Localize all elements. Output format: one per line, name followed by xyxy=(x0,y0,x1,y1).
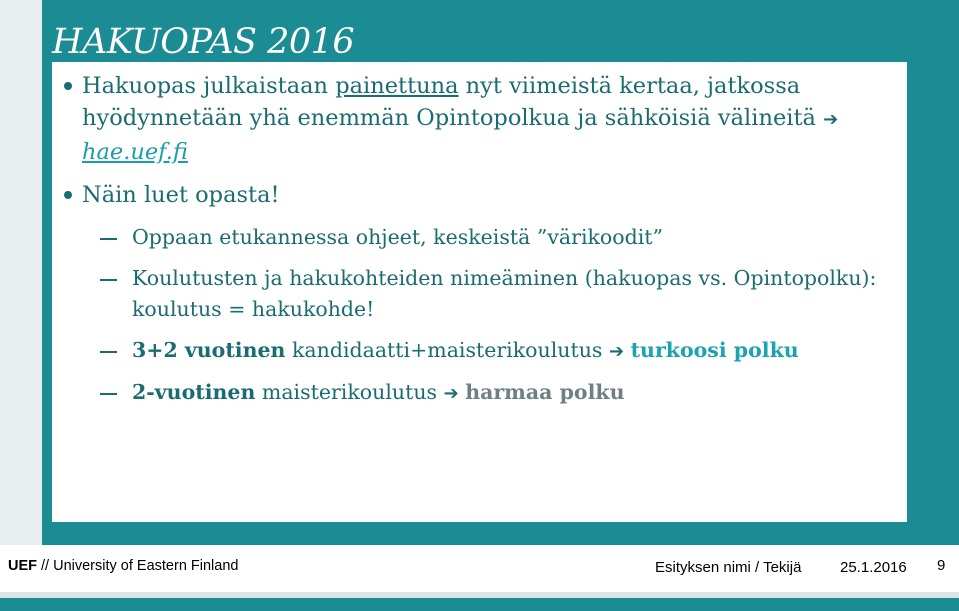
footer-org-name: // University of Eastern Finland xyxy=(37,558,239,574)
sub3-text: kandidaatti+maisterikoulutus xyxy=(285,338,609,362)
sub-bullet-3 xyxy=(64,335,899,367)
gray-path-label: harmaa polku xyxy=(465,380,625,404)
slide-title: HAKUOPAS 2016 xyxy=(52,22,355,62)
sub-bullet-1 xyxy=(64,222,899,253)
bullet-dot-icon xyxy=(64,191,72,199)
arrow-right-icon: ➔ xyxy=(823,109,839,130)
sub-bullet-2 xyxy=(64,263,899,325)
footer-date: 25.1.2016 xyxy=(840,559,907,576)
turquoise-path-label: turkoosi polku xyxy=(630,338,799,362)
bullet-list xyxy=(64,70,899,419)
sub1-text: Oppaan etukannessa ohjeet, keskeistä ”värikoodit” xyxy=(132,225,664,249)
bullet-item-1 xyxy=(64,70,899,168)
dash-icon xyxy=(100,238,117,240)
bottom-teal-bar xyxy=(0,598,959,611)
dash-icon xyxy=(100,279,117,281)
footer-presentation-name: Esityksen nimi / Tekijä xyxy=(655,559,802,576)
bullet2-text: Näin luet opasta! xyxy=(82,182,280,208)
arrow-right-icon: ➔ xyxy=(443,383,459,404)
bullet-item-2 xyxy=(64,179,899,211)
dash-icon xyxy=(100,393,117,395)
footer-page-number: 9 xyxy=(937,557,946,574)
sub-bullet-4 xyxy=(64,377,899,409)
bullet1-text-post: nyt viimeistä kertaa, jatkossa hyödynnetään yhä enemmän Opintopolkua ja sähköisiä välineitä xyxy=(82,73,824,131)
hae-uef-link[interactable]: hae.uef.fi xyxy=(82,139,188,165)
footer-org-abbrev: UEF xyxy=(8,558,37,574)
sub4-bold: 2-vuotinen xyxy=(132,380,256,404)
bullet1-text-pre: Hakuopas julkaistaan xyxy=(82,73,336,99)
bullet1-underlined: painettuna xyxy=(335,73,459,99)
dash-icon xyxy=(100,351,117,353)
footer-organization xyxy=(8,558,238,574)
bullet-dot-icon xyxy=(64,82,72,90)
sub4-text: maisterikoulutus xyxy=(255,380,444,404)
sub3-bold: 3+2 vuotinen xyxy=(132,338,286,362)
sub2-text: Koulutusten ja hakukohteiden nimeäminen (hakuopas vs. Opintopolku): koulutus = hakukohde! xyxy=(132,266,877,321)
arrow-right-icon: ➔ xyxy=(608,341,625,362)
slide-footer xyxy=(0,550,959,584)
